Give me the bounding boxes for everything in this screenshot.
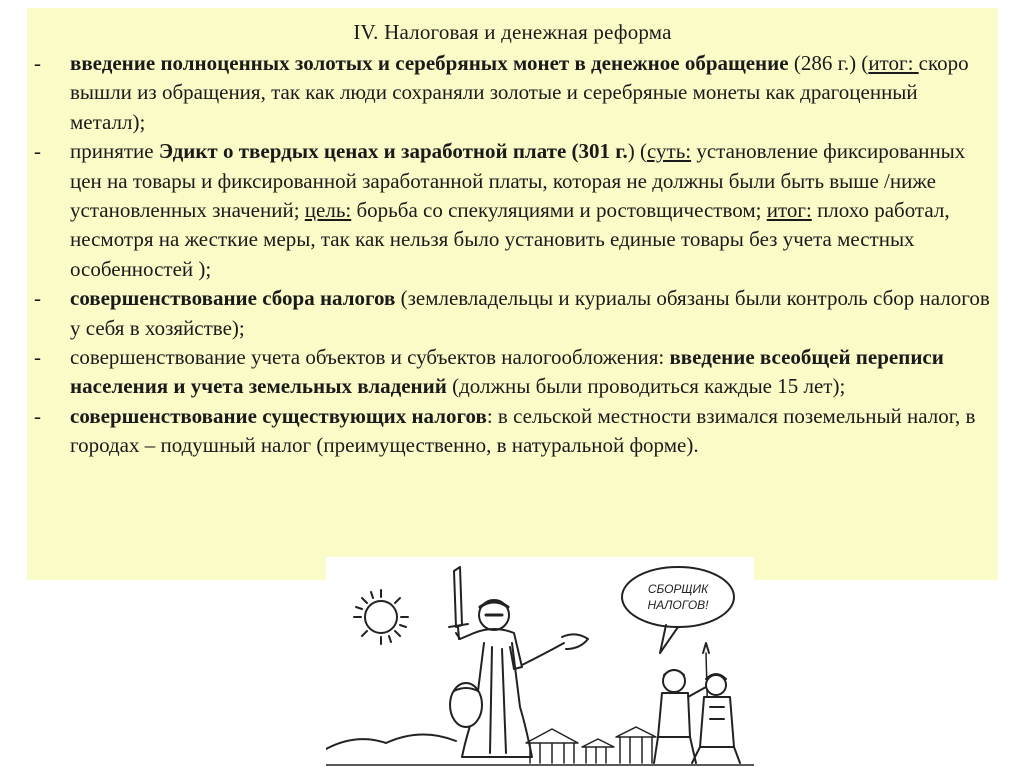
item-text: борьба со спекуляциями и ростовщичеством; [351, 198, 767, 223]
item-text: скоро вышли из обращения, так как люди сохраняли золотые и серебряные монеты как драгоценный металл); [70, 51, 969, 134]
item-bold-text: совершенствование сбора налогов [70, 286, 396, 311]
list-item-tax-collection [30, 284, 990, 343]
tax-collector-cartoon [326, 557, 754, 767]
item-text: плохо работал, несмотря на жесткие меры, так как нельзя было установить единые товары без учета местных особенностей ); [70, 198, 950, 281]
essence-label: суть: [646, 139, 692, 164]
list-item-coins [30, 49, 990, 137]
item-text: (должны были проводиться каждые 15 лет); [446, 374, 846, 399]
temple-buildings [526, 727, 656, 763]
item-bold-text: введение всеобщей переписи населения и учета земельных владений [70, 345, 944, 399]
text-panel [27, 8, 998, 580]
list-item-census [30, 343, 990, 402]
item-text: принятие [70, 139, 159, 164]
bullet-dash: - [34, 139, 41, 164]
bullet-dash: - [34, 403, 41, 428]
goal-label: цель: [304, 198, 352, 223]
bullet-dash: - [34, 286, 41, 311]
item-text: (землевладельцы и куриалы обязаны были контроль сбор налогов у себя в хозяйстве); [70, 286, 990, 340]
slide-title: IV. Налоговая и денежная реформа [353, 20, 672, 44]
bullet-dash: - [34, 345, 41, 370]
result-label: итог: [868, 51, 919, 75]
speech-text-line2: НАЛОГОВ! [647, 598, 709, 612]
item-bold-text: введение полноценных золотых и серебряных монет в денежное обращение [70, 51, 789, 75]
item-text: : в сельской местности взимался поземельный налог, в городах – подушный налог (преимущественно, в натуральной форме). [70, 403, 976, 458]
item-text: (286 г.) ( [788, 51, 869, 75]
reform-list [30, 49, 990, 461]
item-bold-text: Эдикт о твердых ценах и заработной плате (301 г. [158, 139, 628, 164]
item-bold-text: совершенствование существующих налогов [70, 403, 487, 428]
item-text: установление фиксированных цен на товары и фиксированной заработанной платы, которая не должны были быть выше /ниже установленных значений; [70, 139, 966, 223]
robed-figure [450, 600, 588, 757]
bullet-dash: - [34, 51, 41, 75]
sword-icon [449, 567, 468, 639]
soldier-figures [654, 643, 740, 763]
item-text: совершенствование учета объектов и субъектов налогообложения: [70, 345, 670, 370]
item-text: ) ( [627, 139, 647, 164]
list-item-edict [30, 137, 990, 284]
result-label: итог: [766, 198, 812, 223]
hills [326, 734, 456, 749]
sun-icon [354, 590, 408, 644]
speech-text-line1: СБОРЩИК [647, 582, 709, 596]
list-item-existing-taxes [30, 402, 990, 461]
